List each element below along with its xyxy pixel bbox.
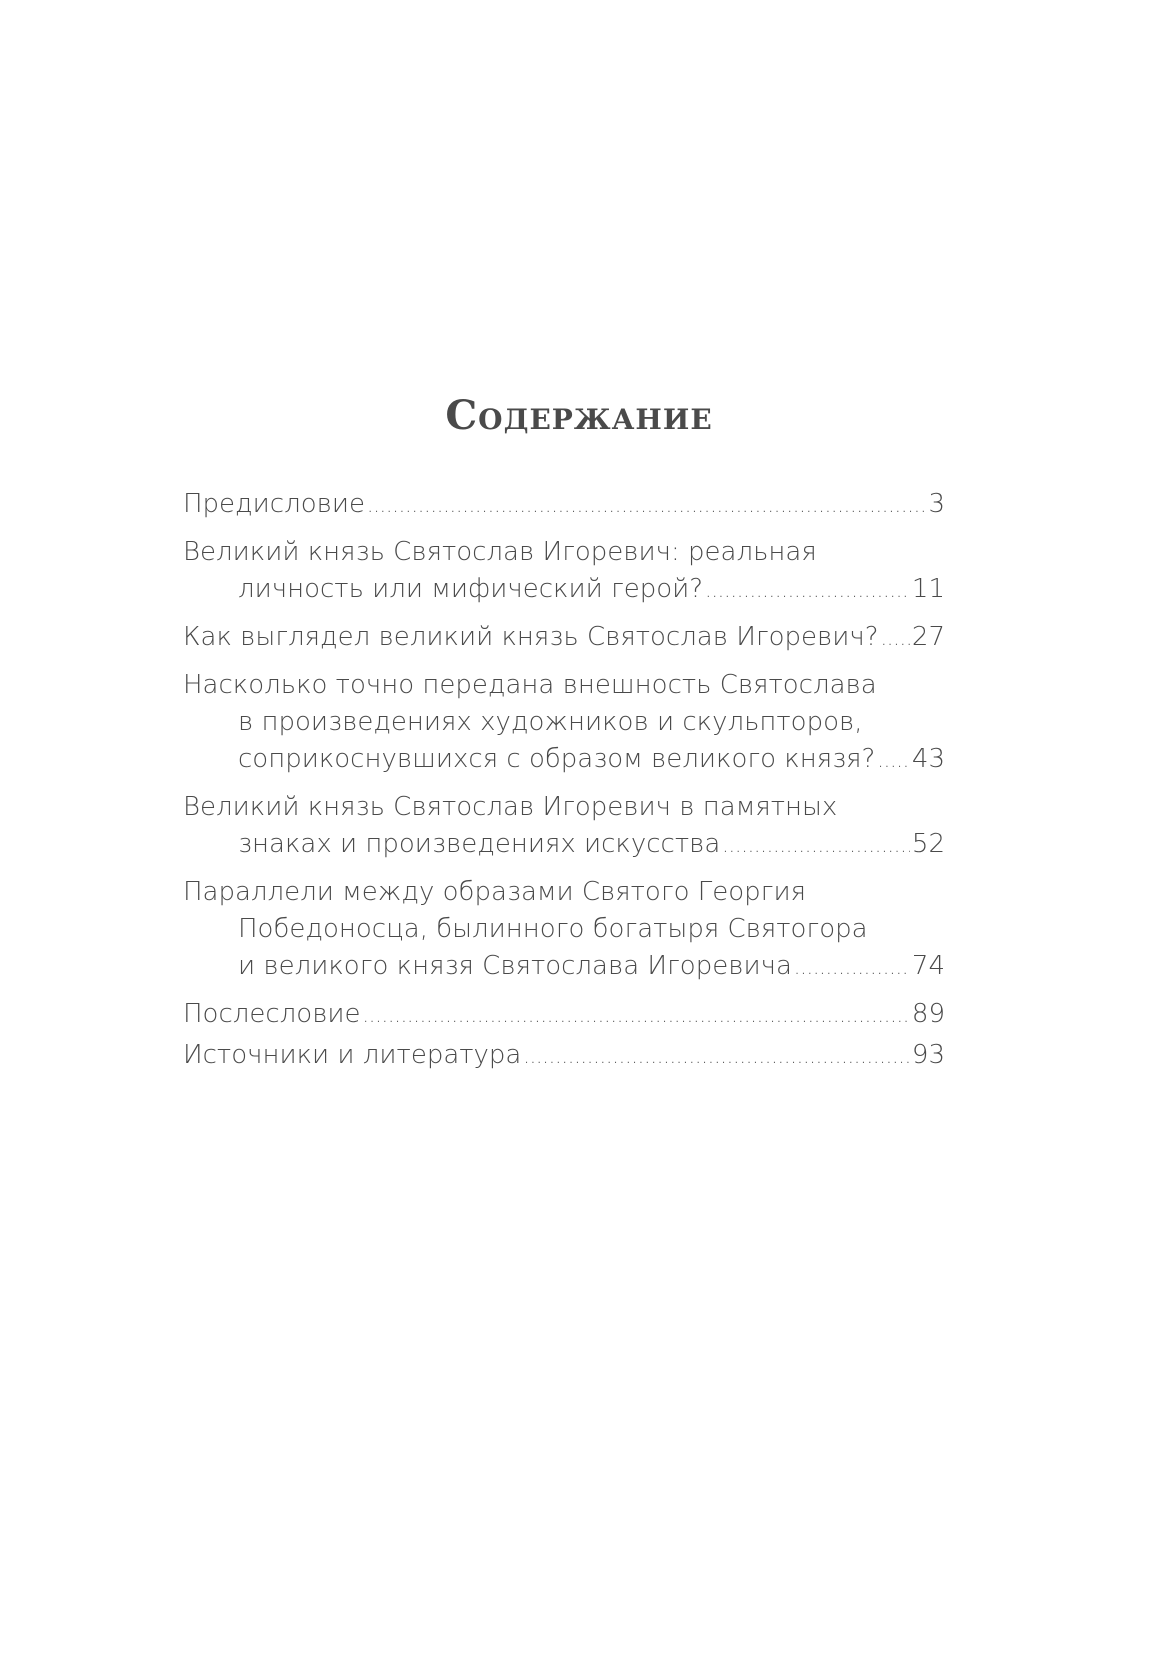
dot-leader bbox=[722, 827, 910, 864]
toc-entry-title-continued: личность или мифический герой? bbox=[238, 574, 704, 604]
toc-entry-title: Параллели между образами Святого Георгия bbox=[183, 877, 806, 907]
toc-page-number: 3 bbox=[928, 489, 945, 519]
toc-entry-sources[interactable] bbox=[183, 1037, 945, 1074]
toc-entry-title-continued: в произведениях художников и скульпторов, bbox=[238, 707, 863, 737]
toc-page-number: 93 bbox=[911, 1040, 945, 1070]
table-of-contents bbox=[183, 486, 945, 1085]
page-title: Содержание bbox=[445, 392, 713, 439]
toc-page-number: 52 bbox=[911, 829, 945, 859]
toc-page-number: 27 bbox=[911, 622, 945, 652]
dot-leader bbox=[794, 949, 910, 986]
toc-entry-title-continued: Победоносца, былинного богатыря Святогора bbox=[238, 914, 868, 944]
toc-entry-title: Послесловие bbox=[183, 999, 361, 1029]
toc-entry-artists[interactable] bbox=[183, 667, 945, 778]
toc-entry-title: Великий князь Святослав Игоревич: реальная bbox=[183, 537, 817, 567]
toc-page-number: 74 bbox=[911, 951, 945, 981]
toc-entry-preface[interactable] bbox=[183, 486, 945, 523]
toc-entry-title: Предисловие bbox=[183, 489, 365, 519]
toc-entry-appearance[interactable] bbox=[183, 619, 945, 656]
toc-page-number: 89 bbox=[911, 999, 945, 1029]
toc-entry-title-continued: знаках и произведениях искусства bbox=[238, 829, 721, 859]
dot-leader bbox=[877, 742, 910, 779]
toc-entry-title: Как выглядел великий князь Святослав Игоревич? bbox=[183, 622, 879, 652]
toc-entry-memorial-signs[interactable] bbox=[183, 789, 945, 863]
toc-page-number: 11 bbox=[911, 574, 945, 604]
dot-leader bbox=[367, 487, 926, 524]
dot-leader bbox=[705, 572, 910, 609]
dot-leader bbox=[523, 1038, 910, 1075]
toc-page-number: 43 bbox=[911, 744, 945, 774]
toc-entry-real-person[interactable] bbox=[183, 534, 945, 608]
toc-entry-parallels[interactable] bbox=[183, 874, 945, 985]
dot-leader bbox=[881, 620, 910, 657]
toc-entry-title: Источники и литература bbox=[183, 1040, 522, 1070]
dot-leader bbox=[363, 997, 910, 1034]
toc-entry-title-continued: соприкоснувшихся с образом великого князя? bbox=[238, 744, 876, 774]
toc-entry-title-continued: и великого князя Святослава Игоревича bbox=[238, 951, 792, 981]
toc-entry-title: Насколько точно передана внешность Святослава bbox=[183, 670, 877, 700]
toc-entry-afterword[interactable] bbox=[183, 996, 945, 1033]
toc-entry-title: Великий князь Святослав Игоревич в памятных bbox=[183, 792, 838, 822]
